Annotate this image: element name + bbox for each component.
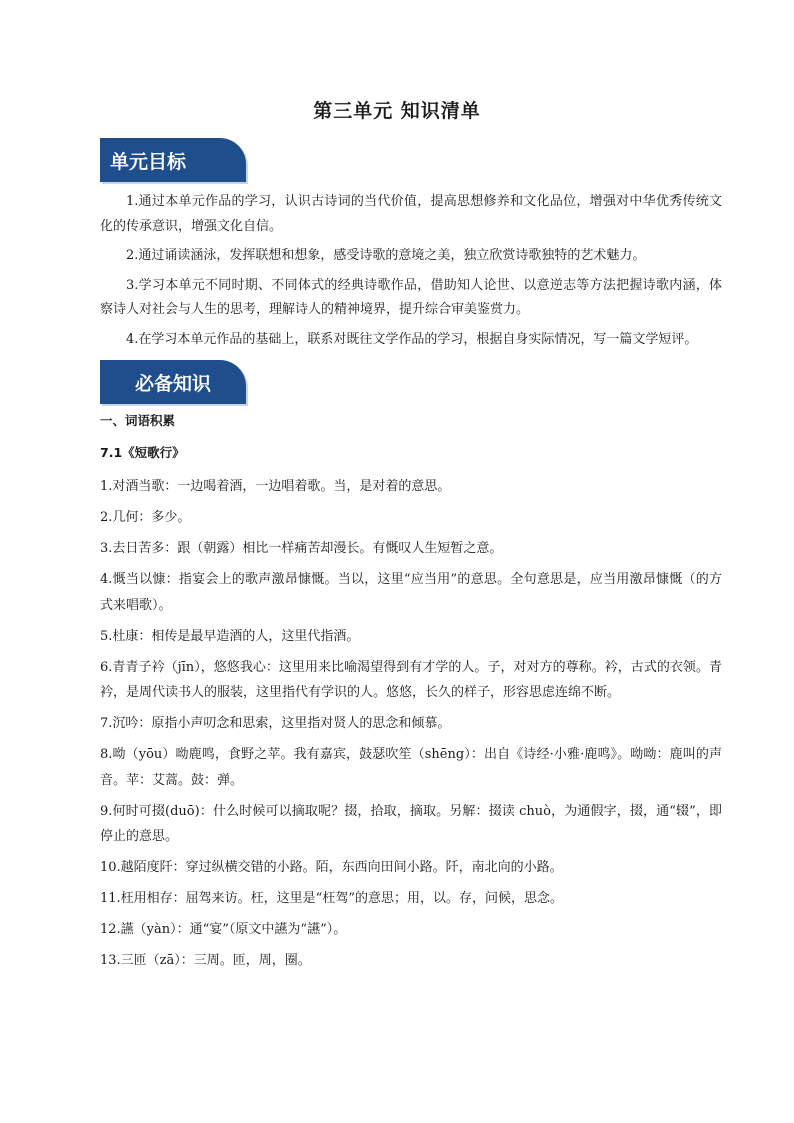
vocab-item: 7.沉吟：原指小声叨念和思索，这里指对贤人的思念和倾慕。 bbox=[100, 716, 451, 731]
vocab-item: 2.几何：多少。 bbox=[100, 510, 191, 525]
vocab-item: 13.三匝（zā）：三周。匝，周，圈。 bbox=[100, 953, 311, 968]
vocab-item: 8.呦（yōu）呦鹿鸣，食野之苹。我有嘉宾，鼓瑟吹笙（shēng）：出自《诗经·小雅·鹿鸣》。呦呦：鹿叫的声音。苹：艾蒿。鼓：弹。 bbox=[100, 747, 722, 788]
section-banner-label: 单元目标 bbox=[110, 150, 187, 173]
text-subheading: 7.1《短歌行》 bbox=[100, 445, 185, 460]
section-banner-unit-goals bbox=[100, 138, 246, 182]
page-title: 第三单元 知识清单 bbox=[313, 100, 481, 122]
vocab-item: 1.对酒当歌：一边喝着酒，一边唱着歌。当，是对着的意思。 bbox=[100, 479, 451, 494]
vocab-item: 10.越陌度阡：穿过纵横交错的小路。陌，东西向田间小路。阡，南北向的小路。 bbox=[100, 860, 563, 875]
goal-item: 1.通过本单元作品的学习，认识古诗词的当代价值，提高思想修养和文化品位，增强对中华优秀传统文化的传承意识，增强文化自信。 bbox=[100, 194, 722, 234]
unit-goals-section bbox=[100, 190, 722, 357]
vocab-item: 6.青青子衿（jīn），悠悠我心：这里用来比喻渴望得到有才学的人。子，对对方的尊称。衿，古式的衣领。青衿，是周代读书人的服装，这里指代有学识的人。悠悠，长久的样子，形容思虑连绵不断。 bbox=[100, 659, 722, 700]
vocab-item: 5.杜康：相传是最早造酒的人，这里代指酒。 bbox=[100, 628, 360, 644]
section-banner-label: 必备知识 bbox=[134, 372, 211, 395]
goal-item: 3.学习本单元不同时期、不同体式的经典诗歌作品，借助知人论世、以意逆志等方法把握诗歌内涵，体察诗人对社会与人生的思考，理解诗人的精神境界，提升综合审美鉴赏力。 bbox=[100, 277, 722, 317]
goal-item: 4.在学习本单元作品的基础上，联系对既往文学作品的学习，根据自身实际情况，写一篇文学短评。 bbox=[126, 331, 698, 347]
vocab-item: 4.慨当以慷：指宴会上的歌声激昂慷慨。当以，这里“应当用”的意思。全句意思是，应当用激昂慷慨（的方式来唱歌）。 bbox=[100, 572, 722, 613]
vocab-item: 11.枉用相存：屈驾来访。枉，这里是“枉驾”的意思；用，以。存，问候，思念。 bbox=[100, 891, 563, 906]
section-heading: 一、词语积累 bbox=[100, 413, 176, 428]
vocab-item: 12.讌（yàn）：通“宴”（原文中讌为“讌”）。 bbox=[100, 922, 347, 937]
goal-item: 2.通过诵读涵泳，发挥联想和想象，感受诗歌的意境之美，独立欣赏诗歌独特的艺术魅力。 bbox=[126, 248, 646, 263]
vocab-item: 3.去日苦多：跟（朝露）相比一样痛苦却漫长。有慨叹人生短暂之意。 bbox=[100, 541, 503, 556]
section-banner-essential-knowledge bbox=[100, 360, 246, 404]
essential-knowledge-section bbox=[100, 411, 722, 979]
vocab-item: 9.何时可掇(duō)：什么时候可以摘取呢？掇，拾取，摘取。另解：掇读 chuò，为通假字，掇，通“辍”，即停止的意思。 bbox=[100, 803, 722, 844]
